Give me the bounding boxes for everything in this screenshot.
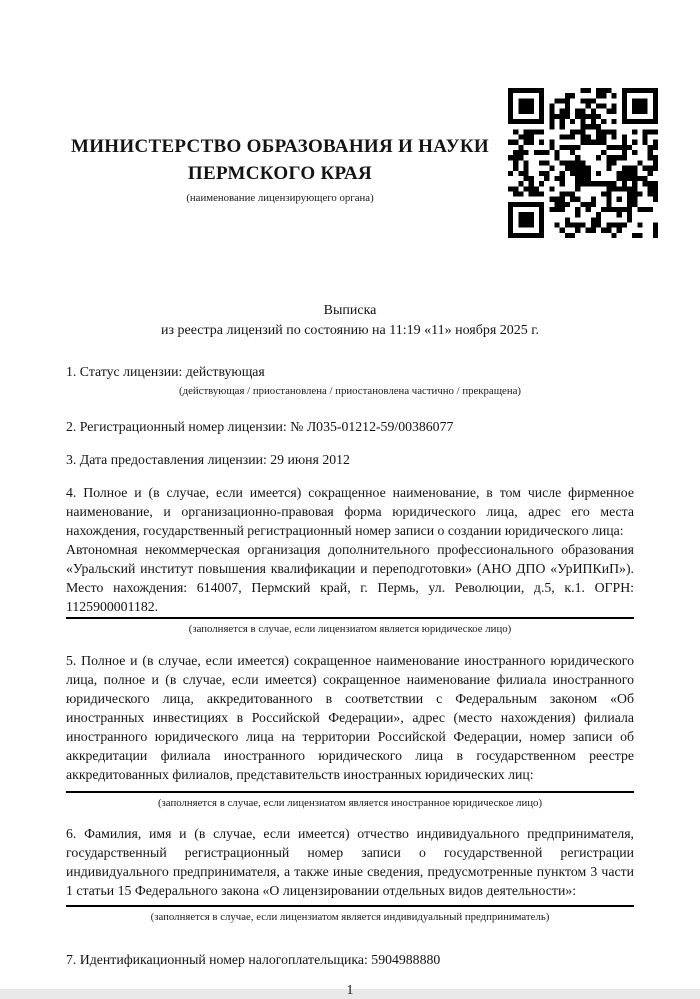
item-4-licensee-value: Автономная некоммерческая организация дополнительного профессионального образования «Уральский институт повышения квалификации и переподготовки» (АНО ДПО «УрИПКиП»). Место нахождения: 614007, Пермский край, г. Пермь, ул. Революции, д.5, к.1. ОГРН: 1125900001182. [66, 542, 634, 614]
qr-code [508, 88, 658, 238]
item-1-license-status: 1. Статус лицензии: действующая [66, 364, 265, 379]
licensing-authority-header [30, 133, 530, 205]
item-6-fill-line [66, 905, 634, 907]
item-4-fill-line [66, 617, 634, 619]
org-name-caption: (наименование лицензирующего органа) [186, 192, 374, 204]
document-title [66, 301, 634, 341]
org-name-line1: МИНИСТЕРСТВО ОБРАЗОВАНИЯ И НАУКИ [70, 136, 490, 157]
item-4-caption: (заполняется в случае, если лицензиатом является юридическое лицо) [188, 623, 512, 635]
org-name-line2: ПЕРМСКОГО КРАЯ [187, 163, 373, 184]
item-5-fill-line [66, 791, 634, 793]
document-title-line2: из реестра лицензий по состоянию на 11:19 «11» ноября 2025 г. [161, 323, 539, 338]
item-5-prompt: 5. Полное и (в случае, если имеется) сокращенное наименование иностранного юридического лица, полное и (в случае, если имеется) сокращенное наименование филиала иностранного юридического лица, аккредитованного в соответствии с Федеральным законом «Об иностранных инвестициях в Российской Федерации», адрес (место нахождения) филиала иностранного юридического лица на территории Российской Федерации, номер записи об аккредитации филиала иностранного юридического лица в государственном реестре аккредитованных филиалов, представительств иностранных юридических лиц: [66, 653, 634, 782]
item-5-caption: (заполняется в случае, если лицензиатом является иностранное юридическое лицо) [157, 797, 543, 809]
item-6-prompt: 6. Фамилия, имя и (в случае, если имеется) отчество индивидуального предпринимателя, государственный регистрационный номер записи о государственной регистрации индивидуального предпринимателя, а также иные сведения, предусмотренные пунктом 3 части 1 статьи 15 Федерального закона «О лицензировании отдельных видов деятельности»: [66, 826, 634, 898]
item-7-taxpayer-number: 7. Идентификационный номер налогоплательщика: 5904988880 [66, 952, 441, 967]
item-6-caption: (заполняется в случае, если лицензиатом является индивидуальный предприниматель) [150, 911, 550, 923]
item-2-registration-number: 2. Регистрационный номер лицензии: № Л035-01212-59/00386077 [66, 419, 454, 434]
item-4-prompt: 4. Полное и (в случае, если имеется) сокращенное наименование, в том числе фирменное наименование, и организационно-правовая форма юридического лица, адрес его места нахождения, государственный регистрационный номер записи о создании юридического лица: [66, 485, 634, 538]
item-1-caption: (действующая / приостановлена / приостановлена частично / прекращена) [179, 385, 521, 397]
item-3-license-date: 3. Дата предоставления лицензии: 29 июня 2012 [66, 452, 350, 467]
page-number: 1 [346, 982, 354, 997]
document-title-line1: Выписка [323, 303, 377, 318]
document-body [66, 362, 634, 999]
